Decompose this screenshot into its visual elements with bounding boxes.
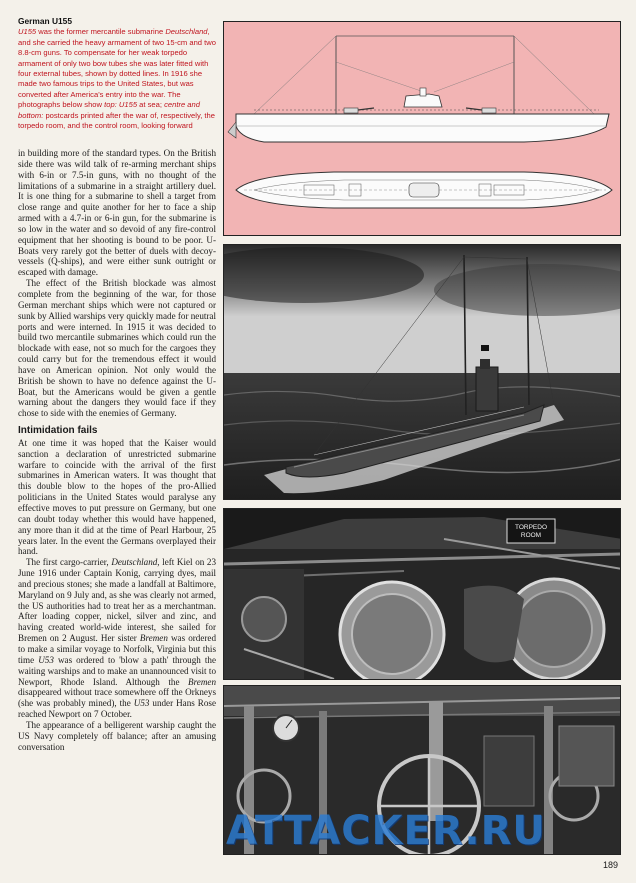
submarine-drawing-panel: [223, 21, 621, 236]
torpedo-room-photo: [224, 509, 621, 680]
caption-text: , and she carried the heavy armament of two 15-cm and two 8.8-cm guns. To compensate for her weak torpedo armament of only two bow tubes she was later fitted with four external tubes, shown by dotted lines. In 1916 she made two famous trips to the United States, but was converted after America's entry into the war. The photographs below show: [18, 27, 216, 110]
text-run: , left Kiel on 23 June 1916 under Captain Konig, carrying dyes, mail and precious stones; she made a landfall at Baltimore, Maryland on 9 July and, as she was clearly not armed, the US authorities had to treat her as a merchantman. After loading copper, nickel, silver and zinc, and having created world-wide interest, she sailed for Bremen on 2 August. Her sister: [18, 557, 216, 644]
photo-torpedo-room: [223, 508, 621, 680]
body-paragraph: [18, 557, 216, 720]
text-run: disappeared without trace somewhere off the Orkneys (she was probably mined), the: [18, 687, 216, 709]
text-run: was ordered to make a similar voyage to Norfolk, Virginia but this time: [18, 633, 216, 665]
body-paragraph: The appearance of a belligerent warship caught the US Navy completely off balance; after an amusing conversation: [18, 719, 216, 752]
figure-caption: [18, 16, 216, 131]
caption-title: German U155: [18, 16, 72, 26]
caption-italic-deutschland: Deutschland: [165, 27, 208, 37]
caption-text: was the former mercantile submarine: [36, 27, 166, 37]
torpedo-room-sign: TORPEDO ROOM: [514, 524, 548, 539]
ship-name: U53: [133, 698, 150, 709]
ship-name: U53: [38, 654, 54, 665]
caption-text: postcards printed after the war of, respectively, the torpedo room, and the control room, looking forward: [18, 110, 215, 131]
section-heading: Intimidation fails: [18, 425, 98, 437]
ship-name: Bremen: [139, 633, 168, 644]
body-paragraph: The effect of the British blockade was almost complete from the beginning of the war, for those German merchant ships which were not captured or sunk by Allied warships very quickly made for neutral ports and were interned. In 1915 it was decided to build two mercantile submarines which could run the blockade with ease, not so much for the cargoes they could carry but for the tremendous effect it would have on American opinion. Not only would the British be shown to have no defence against the U-Boat, but the Americans would be given a gentle warning about the dangers they would face if they chose to side with the enemies of Germany.: [18, 278, 216, 419]
ship-name: Deutschland: [111, 557, 158, 568]
photo-submarine-at-sea: [223, 244, 621, 500]
article-body: [18, 148, 216, 752]
text-run: The first cargo-carrier,: [26, 557, 112, 568]
text-run: under Hans Rose reached Newport on 7 October.: [18, 698, 216, 720]
caption-italic-top: top: U155: [104, 100, 138, 110]
body-paragraph: At one time it was hoped that the Kaiser would sanction a declaration of unrestricted submarine warfare to coincide with the arrival of the first submarines in American waters. It was thought that this double blow to the hopes of the pro-Allied politicians in the United States would paralyse any effective moves to put pressure on Germany, but one can doubt today whether this would have happened, any more than it did at the time of Pearl Harbour, 25 years later. In the event the Germans overplayed their hand.: [18, 437, 216, 557]
caption-italic-u155: U155: [18, 27, 37, 37]
watermark-logo: ATTACKER.RU: [226, 808, 546, 854]
page-number: 189: [603, 860, 619, 870]
caption-italic-centre: centre and bottom:: [18, 100, 200, 120]
caption-text: at sea;: [137, 100, 165, 110]
text-run: was ordered to 'blow a path' through the waiting warships and to make an unannounced visit to Newport, Rhode Island. Although the: [18, 654, 216, 687]
submarine-profile-plan-drawing: [224, 22, 621, 236]
ship-name: Bremen: [188, 676, 216, 687]
body-paragraph: in building more of the standard types. On the British side there was wild talk of re-arming merchant ships with 6-in or 7.5-in guns, with no thought of the limitations of a submarine in a straight artillery duel. It is one thing for a submarine to shell a target from close range and quite another for her to face a ship armed with a 4.7-in or 6-in gun, for the submarine is so low in the water and so devoid of any fire-control equipment that her shooting is bound to be poor. U-Boats very rarely got the better of duels with decoy-vessels (Q-ships), and were either sunk outright or escaped with damage.: [18, 148, 216, 278]
u155-at-sea-photo: [224, 245, 621, 500]
